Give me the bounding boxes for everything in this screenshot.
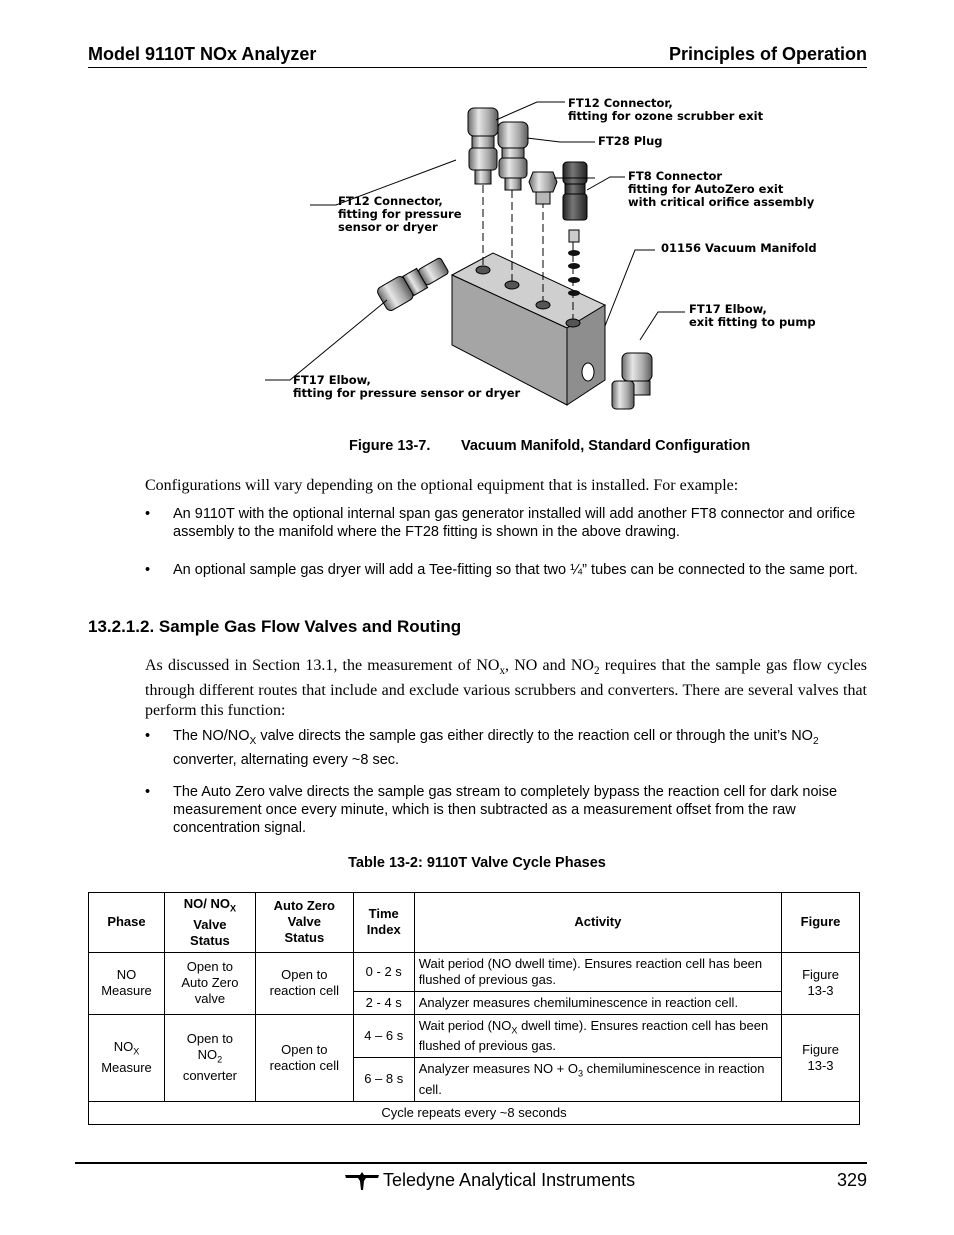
cell-cycle-repeat: Cycle repeats every ~8 seconds <box>89 1101 860 1124</box>
label-ft12-scrubber <box>568 97 763 123</box>
text-run: NO/ NO <box>183 896 230 911</box>
subscript: 2 <box>217 1054 223 1065</box>
text-run: converter, alternating every ~8 sec. <box>173 751 400 768</box>
th-phase: Phase <box>89 893 165 953</box>
text-run: Status <box>190 932 230 948</box>
cell-autozero-status <box>255 1014 353 1101</box>
table-caption: Table 13-2: 9110T Valve Cycle Phases <box>348 855 606 871</box>
intro-paragraph: Configurations will vary depending on the optional equipment that is installed. For example: <box>145 477 739 494</box>
text-run: Measure <box>101 1059 152 1075</box>
cell-activity: Analyzer measures chemiluminescence in reaction cell. <box>414 991 781 1014</box>
text-run: chemiluminescence in reaction cell. <box>418 1061 765 1097</box>
subscript: x <box>499 665 506 678</box>
text-run: dwell time). Ensures reaction cell has been flushed of previous gas. <box>418 1017 769 1054</box>
cell-phase <box>89 952 165 1014</box>
subscript: X <box>133 1046 140 1057</box>
valve-cycle-table <box>88 892 860 1125</box>
th-autozero-valve <box>255 893 353 953</box>
text-run: Time <box>368 906 399 922</box>
page-number: 329 <box>836 1170 867 1190</box>
label-ft12-pressure-line1: FT12 Connector, <box>338 194 443 208</box>
text-run: Valve <box>287 914 321 930</box>
text-run: valve directs the sample gas either directly to the reaction cell or through the unit’s NO <box>256 728 813 744</box>
text-run: requires that the sample gas flow cycles through different routes that include and exclude various scrubbers and converters. There are several valves that perform this function: <box>145 657 868 720</box>
text-run: NO <box>197 1047 218 1063</box>
text-run: NO <box>116 967 137 983</box>
label-ft12-pressure-line3: sensor or dryer <box>338 220 438 234</box>
bullet-text <box>173 727 873 769</box>
table-row <box>89 1014 860 1058</box>
label-vacuum-manifold: 01156 Vacuum Manifold <box>661 241 817 255</box>
text-run: reaction cell <box>269 983 339 999</box>
vacuum-manifold-drawing <box>260 90 860 420</box>
text-run: Open to <box>281 967 328 983</box>
label-ft12-pressure <box>338 195 462 234</box>
text-run: Figure <box>802 967 839 983</box>
text-run: reaction cell <box>269 1057 339 1073</box>
teledyne-logo-icon <box>345 1171 379 1191</box>
bullet-text: An 9110T with the optional internal span gas generator installed will add another FT8 connector and orifice assembly to the manifold where the FT28 fitting is shown in the above drawing. <box>173 506 856 540</box>
text-run: Valve <box>193 916 227 932</box>
label-ft12-scrubber-line2: fitting for ozone scrubber exit <box>568 109 764 123</box>
vacuum-manifold-figure <box>260 90 860 420</box>
cell-time: 2 - 4 s <box>353 991 414 1014</box>
cell-time: 0 - 2 s <box>353 952 414 991</box>
label-ft28: FT28 Plug <box>598 134 663 148</box>
running-header-section: Principles of Operation <box>668 44 867 64</box>
text-run: Open to <box>186 1031 234 1047</box>
label-ft17-pump <box>689 303 816 329</box>
figure-caption-title: Vacuum Manifold, Standard Configuration <box>461 438 751 454</box>
label-ft17-pressure-line2: fitting for pressure sensor or dryer <box>293 386 521 400</box>
text-run: NO <box>113 1039 134 1055</box>
cell-nonox-status <box>164 952 255 1014</box>
running-header-title: Model 9110T NOx Analyzer <box>88 44 317 64</box>
footer-company: Teledyne Analytical Instruments <box>383 1170 636 1190</box>
text-run: Index <box>366 922 401 938</box>
flow-paragraph <box>145 656 867 721</box>
text-run: Measure <box>101 983 152 999</box>
th-figure: Figure <box>782 893 860 953</box>
label-ft8-line3: with critical orifice assembly <box>628 195 815 209</box>
cell-time: 6 – 8 s <box>353 1058 414 1102</box>
text-run: Analyzer measures NO + O <box>418 1061 578 1077</box>
th-time-index <box>353 893 414 953</box>
text-run: The NO/NO <box>173 728 250 744</box>
label-ft12-scrubber-line1: FT12 Connector, <box>568 96 673 110</box>
cell-figure <box>782 952 860 1014</box>
footer-rule <box>75 1162 867 1164</box>
table-footer-row <box>89 1101 860 1124</box>
text-run: Figure <box>802 1041 839 1057</box>
cell-nonox-status <box>164 1014 255 1101</box>
text-run: Auto Zero <box>273 898 335 914</box>
text-run: , NO and NO <box>505 657 594 674</box>
text-run: Open to <box>186 959 234 975</box>
figure-caption-number: Figure 13-7. <box>349 438 431 454</box>
th-activity: Activity <box>414 893 781 953</box>
cell-activity <box>414 1014 781 1058</box>
cell-time: 4 – 6 s <box>353 1014 414 1058</box>
subscript: X <box>229 903 237 914</box>
cell-activity <box>414 1058 781 1102</box>
bullet-dot: • <box>145 728 151 744</box>
bullet-text: The Auto Zero valve directs the sample gas stream to completely bypass the reaction cell for dark noise measurement once every minute, which is then subtracted as a measurement offset from the raw concentration signal. <box>173 784 838 836</box>
text-run: Status <box>284 930 325 946</box>
label-ft8-line2: fitting for AutoZero exit <box>628 182 784 196</box>
text-run: Auto Zero <box>181 975 239 991</box>
cell-phase <box>89 1014 165 1101</box>
text-run: converter <box>182 1067 238 1083</box>
cell-activity: Wait period (NO dwell time). Ensures reaction cell has been flushed of previous gas. <box>414 952 781 991</box>
subscript: 2 <box>812 735 819 747</box>
th-nonox-valve <box>164 893 255 953</box>
label-ft17-pressure <box>293 374 520 400</box>
text-run: As discussed in Section 13.1, the measurement of NO <box>145 657 500 674</box>
bullet-text: An optional sample gas dryer will add a Tee-fitting so that two ¼” tubes can be connected to the same port. <box>173 562 858 578</box>
text-run: valve <box>194 991 226 1007</box>
table-row <box>89 952 860 991</box>
bullet-dot: • <box>145 784 151 800</box>
table-header-row <box>89 893 860 953</box>
text-run: 13-3 <box>807 1057 834 1073</box>
label-ft8-line1: FT8 Connector <box>628 169 723 183</box>
subscript: X <box>511 1025 518 1036</box>
bullet-dot: • <box>145 506 151 522</box>
text-run: Open to <box>281 1041 328 1057</box>
text-run: 13-3 <box>807 983 834 999</box>
cell-autozero-status <box>255 952 353 1014</box>
label-ft12-pressure-line2: fitting for pressure <box>338 207 462 221</box>
header-rule <box>88 67 867 68</box>
label-ft8 <box>628 170 814 209</box>
bullet-dot: • <box>145 562 151 578</box>
subscript: 2 <box>593 665 600 678</box>
subscript: 3 <box>578 1068 584 1079</box>
label-ft17-pressure-line1: FT17 Elbow, <box>293 373 371 387</box>
cell-figure <box>782 1014 860 1101</box>
label-ft17-pump-line2: exit fitting to pump <box>689 315 816 329</box>
text-run: Wait period (NO <box>418 1017 512 1033</box>
section-heading: 13.2.1.2. Sample Gas Flow Valves and Routing <box>88 617 462 636</box>
subscript: X <box>249 735 257 747</box>
label-ft17-pump-line1: FT17 Elbow, <box>689 302 767 316</box>
